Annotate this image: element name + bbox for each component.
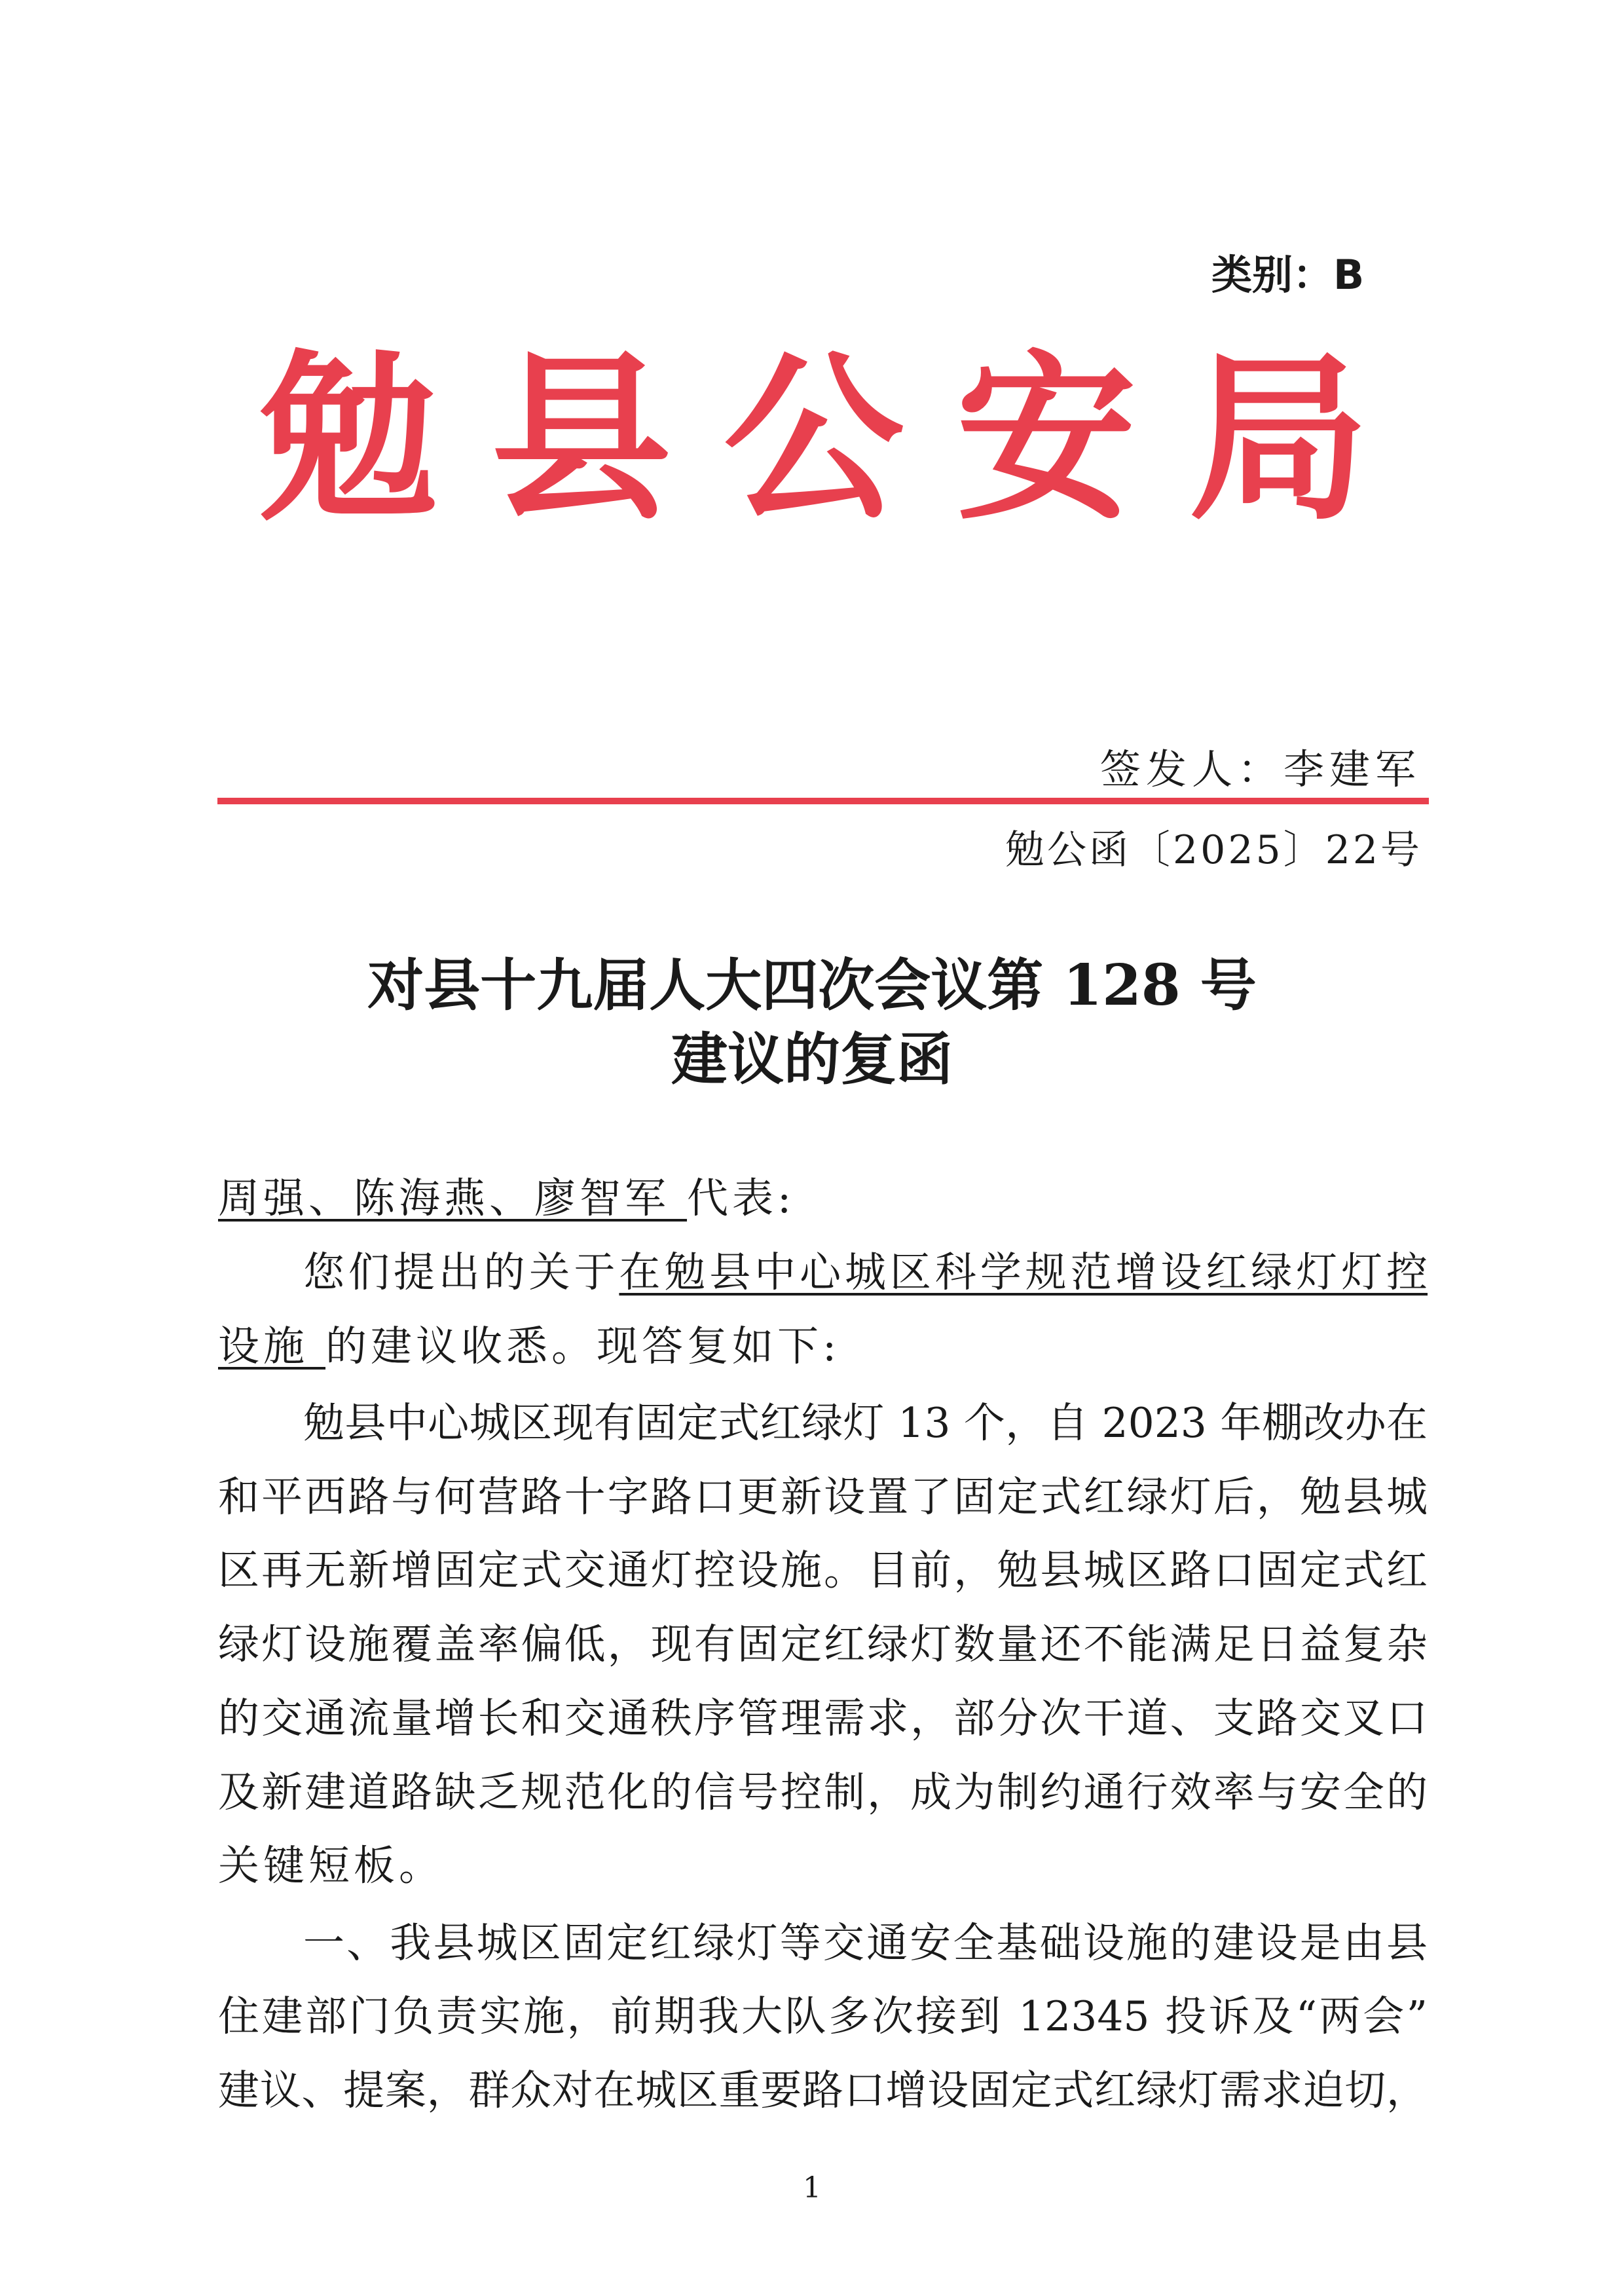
salutation: [218, 1172, 1428, 1225]
document-number: 勉公函〔2025〕22号: [1005, 827, 1423, 873]
body-line: 一、我县城区固定红绿灯等交通安全基础设施的建设是由县: [303, 1919, 1428, 1967]
representative-names: 周强、陈海燕、廖智军: [218, 1174, 688, 1222]
salutation-suffix: 代表:: [687, 1174, 796, 1222]
document-title-line2: 建议的复函: [671, 1026, 953, 1092]
proposal-topic: 在勉县中心城区科学规范增设红绿灯灯控: [619, 1248, 1428, 1296]
body-line: 区再无新增固定式交通灯控设施。目前，勉县城区路口固定式红: [218, 1546, 1428, 1594]
body-line: 和平西路与何营路十字路口更新设置了固定式红绿灯后，勉县城: [218, 1473, 1428, 1521]
category-label: 类别：B: [1211, 251, 1365, 299]
body-line: 的交通流量增长和交通秩序管理需求，部分次干道、支路交叉口: [218, 1694, 1428, 1742]
body-line: 绿灯设施覆盖率偏低，现有固定红绿灯数量还不能满足日益复杂: [218, 1620, 1428, 1668]
intro-prefix: 您们提出的关于: [303, 1248, 619, 1296]
organization-header: 勉县公安局: [259, 335, 1421, 544]
intro-line1: [303, 1246, 1428, 1299]
intro-suffix: 的建议收悉。现答复如下:: [325, 1322, 841, 1370]
body-line: 勉县中心城区现有固定式红绿灯 13 个，自 2023 年棚改办在: [303, 1399, 1428, 1447]
intro-line2: [218, 1320, 1428, 1373]
body-line: 关键短板。: [218, 1842, 444, 1890]
red-divider: [217, 798, 1429, 804]
body-line: 建议、提案，群众对在城区重要路口增设固定式红绿灯需求迫切，: [218, 2066, 1428, 2114]
body-line: 住建部门负责实施，前期我大队多次接到 12345 投诉及“两会”: [218, 1992, 1428, 2040]
body-line: 及新建道路缺乏规范化的信号控制，成为制约通行效率与安全的: [218, 1768, 1428, 1816]
proposal-topic-cont: 设施: [218, 1322, 326, 1370]
signer: 签发人：李建军: [1100, 745, 1422, 793]
document-title-line1: 对县十九届人大四次会议第 128 号: [367, 952, 1257, 1018]
page-number: 1: [803, 2171, 821, 2205]
